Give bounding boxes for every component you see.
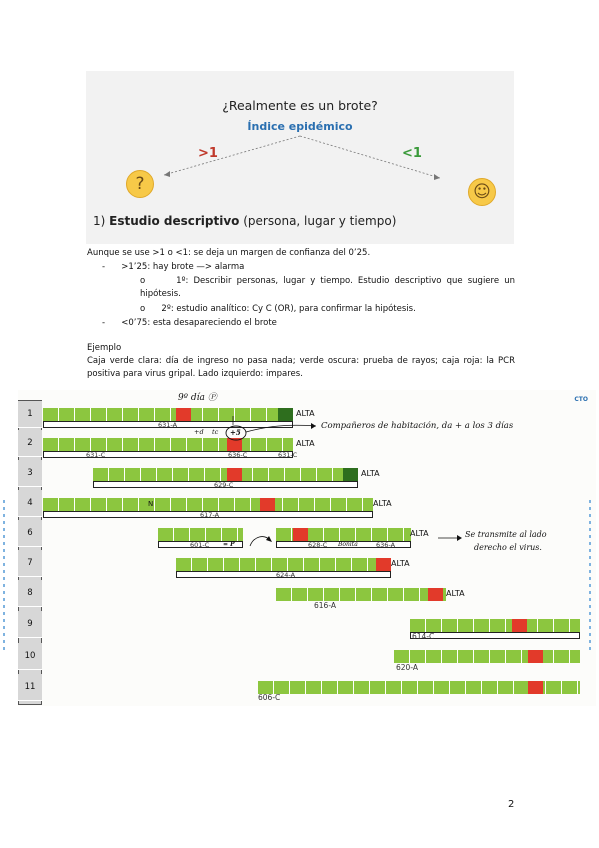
row-label: 9: [18, 611, 42, 638]
smiling-face-icon: ☺: [468, 178, 496, 206]
right-margin-dots: [588, 500, 592, 650]
handwritten-day-circle: Ⓟ: [207, 393, 217, 403]
row-label: 3: [18, 460, 42, 487]
patient-code: 631-A: [158, 421, 178, 429]
left-margin-dots: [2, 500, 6, 650]
patient-code: 617-A: [200, 511, 220, 519]
sub-bullet-describe-text: 1º: Describir personas, lugar y tiempo. Estudio descriptivo que sugiere un hipótesis.: [140, 276, 515, 300]
handwritten-marks: [18, 390, 596, 706]
patient-code: 606-C: [258, 693, 281, 702]
cto-logo: CTO: [574, 396, 588, 403]
discharge-label: ALTA: [296, 439, 315, 448]
patient-code: 628-C: [308, 541, 328, 549]
row-label: 10: [18, 643, 42, 670]
patient-code: 614-C: [412, 632, 435, 641]
row-label: 7: [18, 550, 42, 577]
patient-code: 624-A: [276, 571, 296, 579]
bullet-alarm: - >1’25: hay brote —> alarma: [102, 262, 245, 272]
row-label: 8: [18, 580, 42, 607]
patient-code: 636-A: [376, 541, 396, 549]
footer-number: 1): [93, 214, 106, 228]
outbreak-figure: [18, 390, 596, 706]
patient-code: 620-A: [396, 663, 418, 672]
footer-bold: Estudio descriptivo: [109, 214, 240, 228]
slide-image: [86, 71, 514, 244]
slide-title: ¿Realmente es un brote?: [222, 98, 378, 113]
page-number: 2: [508, 799, 515, 810]
discharge-label: ALTA: [373, 499, 392, 508]
patient-code: 636-C: [228, 451, 248, 459]
row-label: 4: [18, 490, 42, 517]
row-label: 6: [18, 520, 42, 547]
example-heading: Ejemplo: [87, 343, 122, 353]
patient-code: 629-C: [214, 481, 234, 489]
handwritten-scribble: = P: [223, 541, 235, 548]
sub-bullet-describe: o 1º: Describir personas, lugar y tiempo. Estudio descriptivo que sugiere un hipótesis.: [140, 276, 515, 300]
row-label: 2: [18, 430, 42, 457]
greater-than-label: >1: [198, 146, 218, 161]
slide-subtitle: Índice epidémico: [247, 120, 353, 133]
sub-bullet-analytic-text: 2º: estudio analítico: Cy C (OR), para confirmar la hipótesis.: [161, 304, 416, 314]
slide-footer: [93, 214, 396, 228]
bullet-disappearing-text: <0’75: esta desapareciendo el brote: [121, 318, 277, 328]
handwritten-roommates-note: Compañeros de habitación, da + a los 3 días: [321, 421, 514, 431]
thinking-face-icon: ?: [126, 170, 154, 198]
footer-rest: (persona, lugar y tiempo): [243, 214, 397, 228]
handwritten-transmit-note-2: derecho el virus.: [474, 543, 542, 552]
patient-code: 631-C: [86, 451, 106, 459]
patient-code: 631-C: [278, 451, 298, 459]
discharge-label: ALTA: [410, 529, 429, 538]
handwritten-tc: tc: [212, 428, 219, 436]
discharge-label: ALTA: [446, 589, 465, 598]
sub-bullet-analytic: o 2º: estudio analítico: Cy C (OR), para confirmar la hipótesis.: [140, 304, 416, 314]
bullet-disappearing: - <0’75: esta desapareciendo el brote: [102, 318, 277, 328]
patient-code: 616-A: [314, 601, 336, 610]
handwritten-d: +d: [194, 428, 204, 436]
handwritten-plus5: +5: [230, 428, 241, 437]
handwritten-transmit-note-1: Se transmite al lado: [465, 530, 547, 539]
patient-code: 601-C: [190, 541, 210, 549]
discharge-label: ALTA: [296, 409, 315, 418]
row-label: 11: [18, 674, 42, 701]
discharge-label: ALTA: [361, 469, 380, 478]
less-than-label: <1: [402, 146, 422, 161]
discharge-label: ALTA: [391, 559, 410, 568]
handwritten-day-text: 9º día: [178, 393, 205, 403]
n-marker: N: [148, 500, 154, 508]
handwritten-scribble: Bonita: [338, 541, 358, 548]
example-caption: Caja verde clara: día de ingreso no pasa nada; verde oscura: prueba de rayos; caja roja: la PCR positiva para virus gripal. Lado izquierdo: impares.: [87, 356, 515, 380]
bullet-alarm-text: >1’25: hay brote —> alarma: [121, 262, 245, 272]
intro-paragraph: Aunque se use >1 o <1: se deja un margen de confianza del 0’25.: [87, 248, 371, 258]
row-label: 1: [18, 401, 42, 428]
